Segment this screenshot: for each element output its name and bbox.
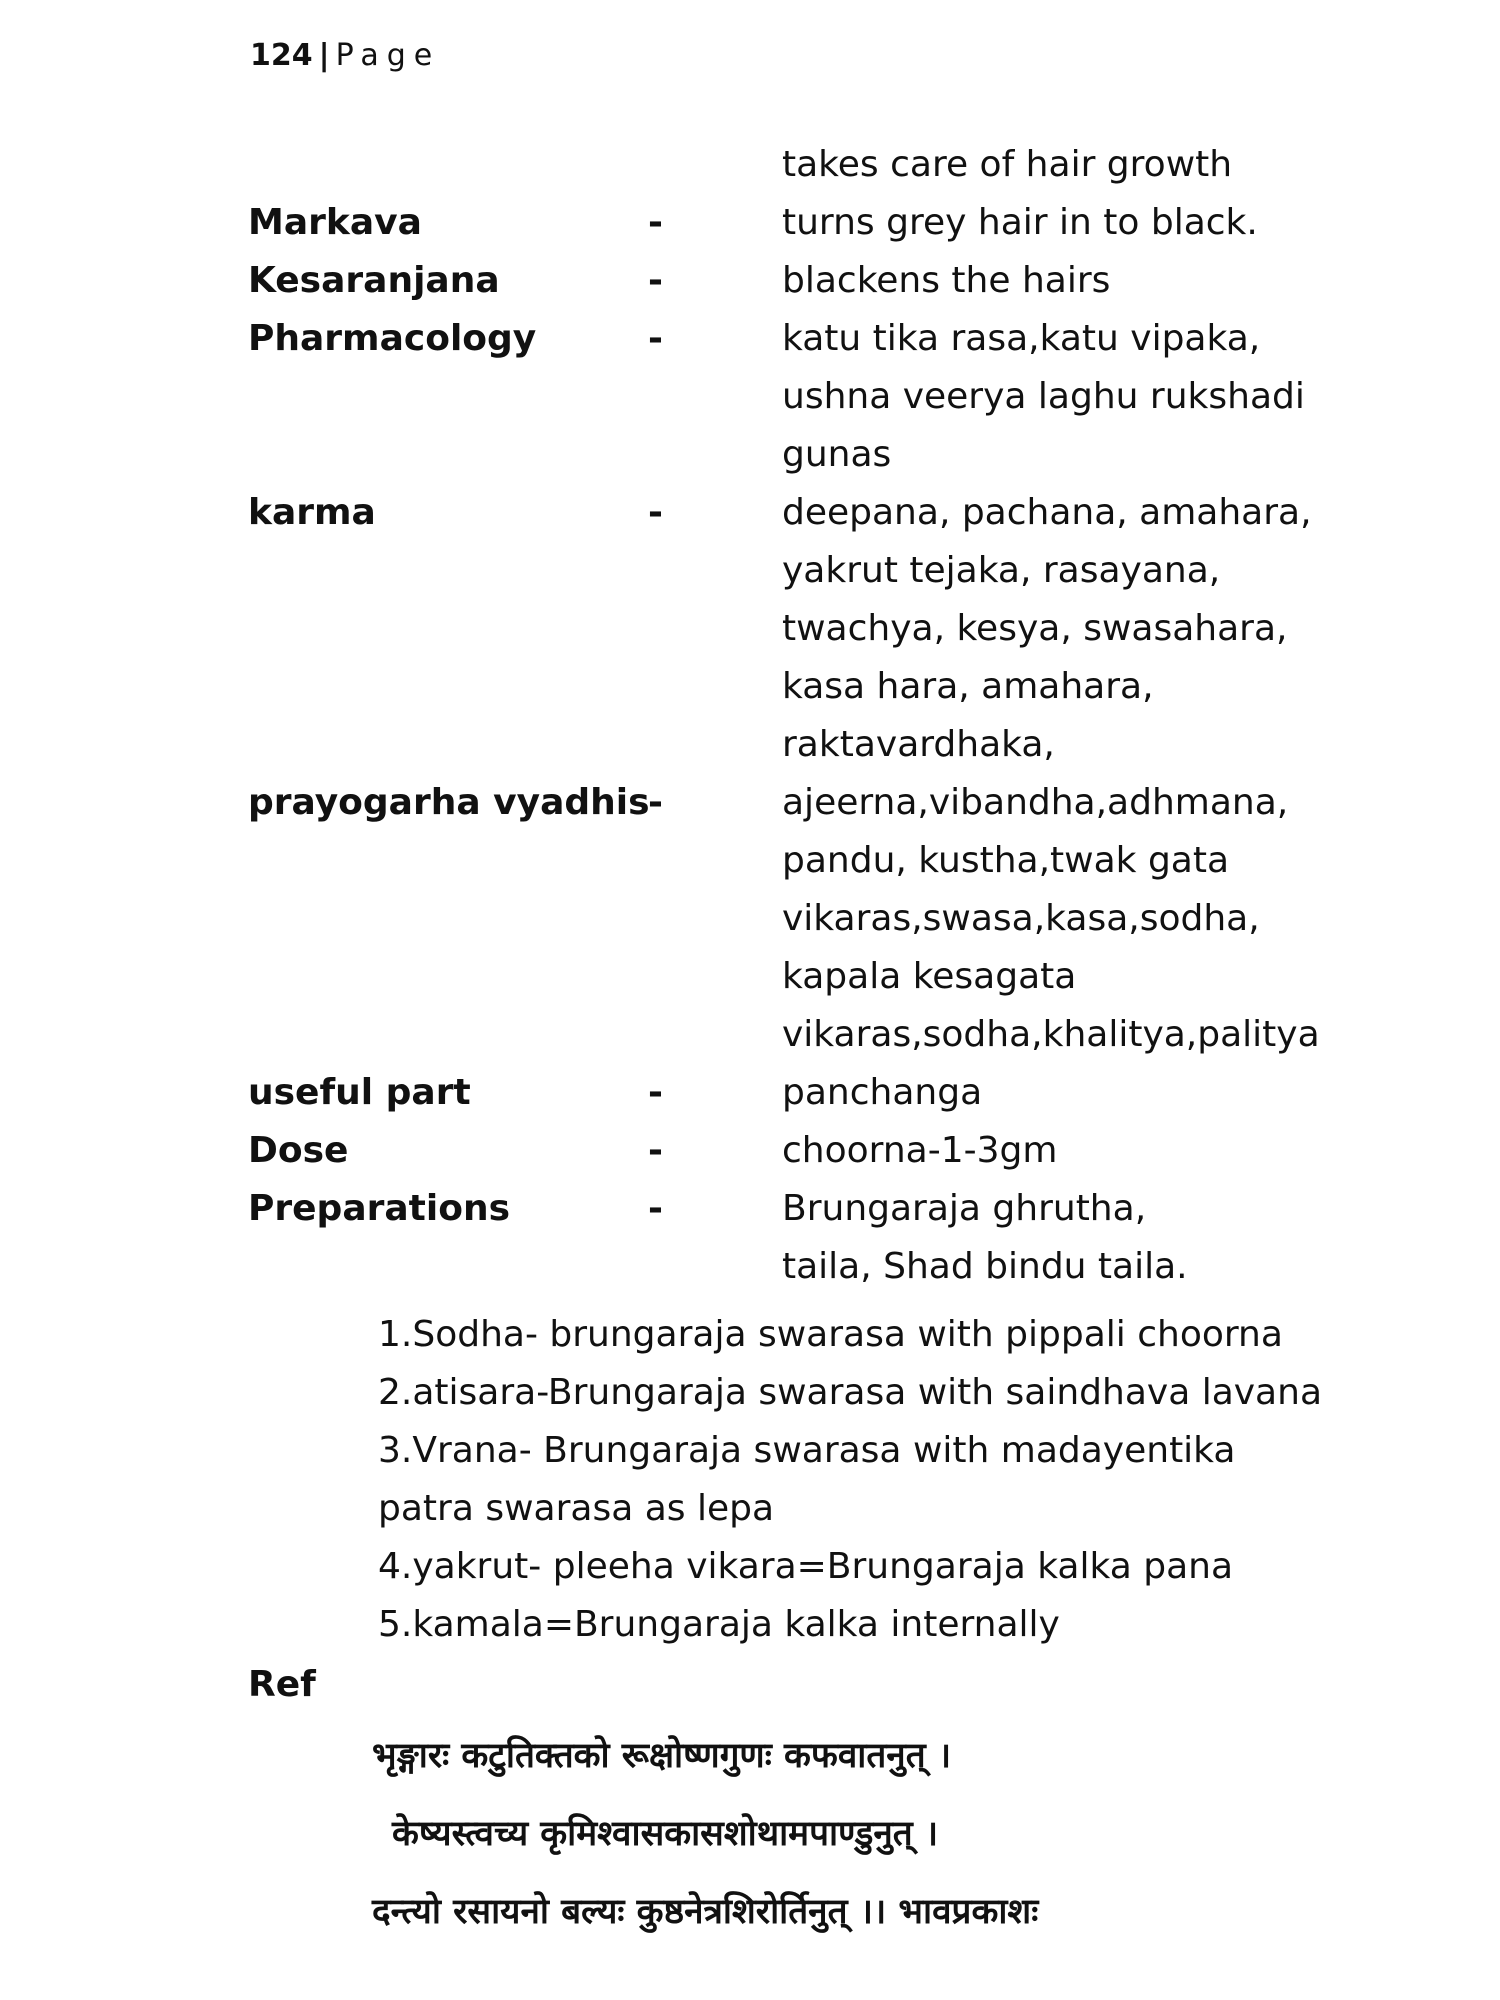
description-line: panchanga — [782, 1072, 983, 1113]
property-dash: - — [648, 260, 663, 301]
property-description — [782, 1064, 982, 1122]
property-dash: - — [648, 1130, 663, 1171]
usage-item: 2.atisara-Brungaraja swarasa with saindhava lavana — [378, 1372, 1322, 1413]
description-line: raktavardhaka, — [782, 724, 1055, 765]
property-dash: - — [648, 1188, 663, 1229]
description-line: twachya, kesya, swasahara, — [782, 608, 1288, 649]
page-word: Page — [335, 38, 441, 73]
property-dash: - — [648, 782, 663, 823]
property-description — [782, 194, 1258, 252]
usage-item: 3.Vrana- Brungaraja swarasa with madayentika — [378, 1430, 1236, 1471]
description-line: pandu, kustha,twak gata — [782, 840, 1230, 881]
description-line: blackens the hairs — [782, 260, 1111, 301]
description-line: Brungaraja ghrutha, — [782, 1188, 1147, 1229]
property-term: Kesaranjana — [248, 260, 500, 301]
description-line: ushna veerya laghu rukshadi — [782, 376, 1305, 417]
description-line: deepana, pachana, amahara, — [782, 492, 1312, 533]
usage-item: 1.Sodha- brungaraja swarasa with pippali choorna — [378, 1314, 1283, 1355]
reference-verse: केष्यस्त्वच्य कृमिश्वासकासशोथामपाण्डुनुत् । — [392, 1814, 939, 1854]
continuation-text: takes care of hair growth — [782, 144, 1233, 185]
description-line: yakrut tejaka, rasayana, — [782, 550, 1221, 591]
property-description — [782, 310, 1305, 484]
property-description — [782, 1122, 1057, 1180]
description-line: vikaras,sodha,khalitya,palitya — [782, 1014, 1320, 1055]
property-dash: - — [648, 1072, 663, 1113]
description-line: choorna-1-3gm — [782, 1130, 1058, 1171]
usage-list — [378, 1306, 1322, 1654]
description-line: kapala kesagata — [782, 956, 1077, 997]
page-separator: | — [318, 38, 330, 73]
description-line: ajeerna,vibandha,adhmana, — [782, 782, 1289, 823]
property-term: Pharmacology — [248, 318, 537, 359]
property-term: karma — [248, 492, 376, 533]
usage-item: patra swarasa as lepa — [378, 1488, 775, 1529]
property-term: Preparations — [248, 1188, 511, 1229]
property-description — [782, 484, 1312, 774]
page-number: 124 — [250, 38, 313, 73]
reference-label: Ref — [248, 1664, 316, 1705]
property-dash: - — [648, 202, 663, 243]
property-description — [782, 774, 1320, 1064]
description-line: taila, Shad bindu taila. — [782, 1246, 1188, 1287]
property-description — [782, 1180, 1188, 1296]
property-term: useful part — [248, 1072, 471, 1113]
description-line: gunas — [782, 434, 892, 475]
reference-verse: भृङ्गारः कटुतिक्तको रूक्षोष्णगुणः कफवातनुत् । — [372, 1736, 952, 1776]
property-term: prayogarha vyadhis — [248, 782, 650, 823]
property-dash: - — [648, 492, 663, 533]
description-line: turns grey hair in to black. — [782, 202, 1258, 243]
reference-verse: दन्त्यो रसायनो बल्यः कुष्ठनेत्रशिरोर्तिनुत् ।। भावप्रकाशः — [372, 1892, 1039, 1932]
property-description — [782, 252, 1110, 310]
usage-item: 5.kamala=Brungaraja kalka internally — [378, 1604, 1060, 1645]
description-line: vikaras,swasa,kasa,sodha, — [782, 898, 1260, 939]
page-header — [250, 36, 440, 76]
property-term: Dose — [248, 1130, 349, 1171]
usage-item: 4.yakrut- pleeha vikara=Brungaraja kalka pana — [378, 1546, 1233, 1587]
property-dash: - — [648, 318, 663, 359]
description-line: katu tika rasa,katu vipaka, — [782, 318, 1261, 359]
description-line: kasa hara, amahara, — [782, 666, 1154, 707]
property-term: Markava — [248, 202, 422, 243]
